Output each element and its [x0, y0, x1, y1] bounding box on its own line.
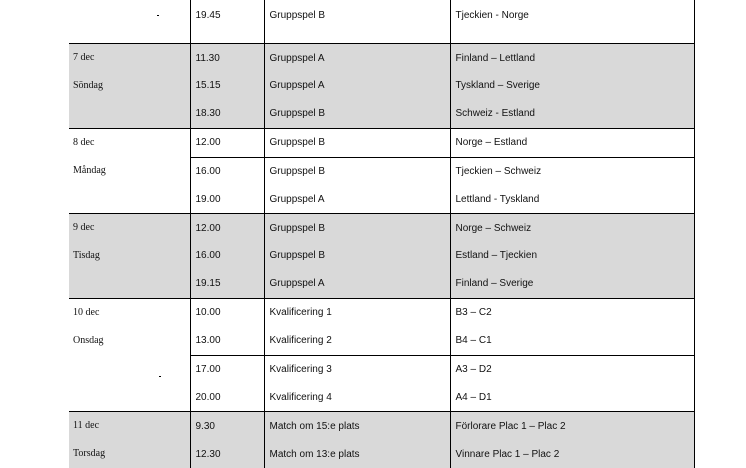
time-cell: 15.15: [190, 72, 264, 100]
stage-cell: Kvalificering 1: [264, 299, 450, 327]
match-cell: Tjeckien – Schweiz: [450, 157, 694, 185]
stage-cell: Gruppspel B: [264, 100, 450, 129]
day-weekday: [69, 383, 190, 411]
day-cell: [69, 299, 190, 412]
schedule-row: [69, 412, 694, 441]
time-cell: 13.00: [190, 327, 264, 355]
time-cell: 16.00: [190, 242, 264, 270]
day-weekday: [69, 185, 190, 213]
stage-cell: Gruppspel A: [264, 270, 450, 299]
time-cell: 19.45: [190, 0, 264, 44]
match-cell: Norge – Estland: [450, 129, 694, 158]
match-cell: A4 – D1: [450, 383, 694, 411]
match-cell: B4 – C1: [450, 327, 694, 355]
day-weekday: Måndag: [69, 157, 190, 185]
day-cell: [69, 129, 190, 214]
day-weekday: Torsdag: [69, 440, 190, 468]
time-cell: 19.00: [190, 185, 264, 213]
match-cell: A3 – D2: [450, 355, 694, 383]
time-cell: 19.15: [190, 270, 264, 299]
day-date: 10 dec: [69, 299, 190, 327]
day-cell: [69, 214, 190, 299]
match-cell: B3 – C2: [450, 299, 694, 327]
stage-cell: Gruppspel A: [264, 72, 450, 100]
stage-cell: Kvalificering 4: [264, 383, 450, 411]
match-cell: Tyskland – Sverige: [450, 72, 694, 100]
day-date: 11 dec: [69, 412, 190, 440]
stage-cell: Kvalificering 3: [264, 355, 450, 383]
schedule-row: [69, 129, 694, 158]
margin-tick: [157, 15, 159, 16]
margin-tick: [159, 376, 161, 377]
day-date: 8 dec: [69, 129, 190, 157]
day-date: [69, 0, 190, 15]
day-weekday: [69, 15, 190, 43]
day-weekday: [69, 270, 190, 298]
stage-cell: Gruppspel B: [264, 0, 450, 44]
day-weekday: Tisdag: [69, 242, 190, 270]
time-cell: 9.30: [190, 412, 264, 441]
time-cell: 10.00: [190, 299, 264, 327]
day-date: 7 dec: [69, 44, 190, 72]
day-cell: [69, 412, 190, 468]
time-cell: 12.30: [190, 440, 264, 468]
match-cell: Schweiz - Estland: [450, 100, 694, 129]
match-cell: Tjeckien - Norge: [450, 0, 694, 44]
time-cell: 16.00: [190, 157, 264, 185]
schedule-row: [69, 0, 694, 44]
time-cell: 11.30: [190, 44, 264, 73]
day-weekday: Onsdag: [69, 327, 190, 355]
match-cell: Förlorare Plac 1 – Plac 2: [450, 412, 694, 441]
day-date: 9 dec: [69, 214, 190, 242]
day-cell: [69, 44, 190, 129]
match-cell: Finland – Lettland: [450, 44, 694, 73]
time-cell: 18.30: [190, 100, 264, 129]
time-cell: 20.00: [190, 383, 264, 411]
stage-cell: Match om 15:e plats: [264, 412, 450, 441]
stage-cell: Gruppspel B: [264, 242, 450, 270]
stage-cell: Kvalificering 2: [264, 327, 450, 355]
schedule-body: [69, 0, 694, 468]
time-cell: 12.00: [190, 129, 264, 158]
match-cell: Estland – Tjeckien: [450, 242, 694, 270]
time-cell: 12.00: [190, 214, 264, 243]
schedule-row: [69, 44, 694, 73]
schedule-row: [69, 299, 694, 327]
match-cell: Vinnare Plac 1 – Plac 2: [450, 440, 694, 468]
schedule-row: [69, 214, 694, 243]
stage-cell: Gruppspel B: [264, 157, 450, 185]
match-cell: Norge – Schweiz: [450, 214, 694, 243]
stage-cell: Gruppspel B: [264, 129, 450, 158]
match-schedule-table: [69, 0, 695, 468]
day-weekday: [69, 355, 190, 383]
stage-cell: Gruppspel B: [264, 214, 450, 243]
match-cell: Finland – Sverige: [450, 270, 694, 299]
day-cell: [69, 0, 190, 44]
match-cell: Lettland - Tyskland: [450, 185, 694, 213]
day-weekday: Söndag: [69, 72, 190, 100]
time-cell: 17.00: [190, 355, 264, 383]
day-weekday: [69, 100, 190, 128]
stage-cell: Gruppspel A: [264, 44, 450, 73]
stage-cell: Gruppspel A: [264, 185, 450, 213]
stage-cell: Match om 13:e plats: [264, 440, 450, 468]
